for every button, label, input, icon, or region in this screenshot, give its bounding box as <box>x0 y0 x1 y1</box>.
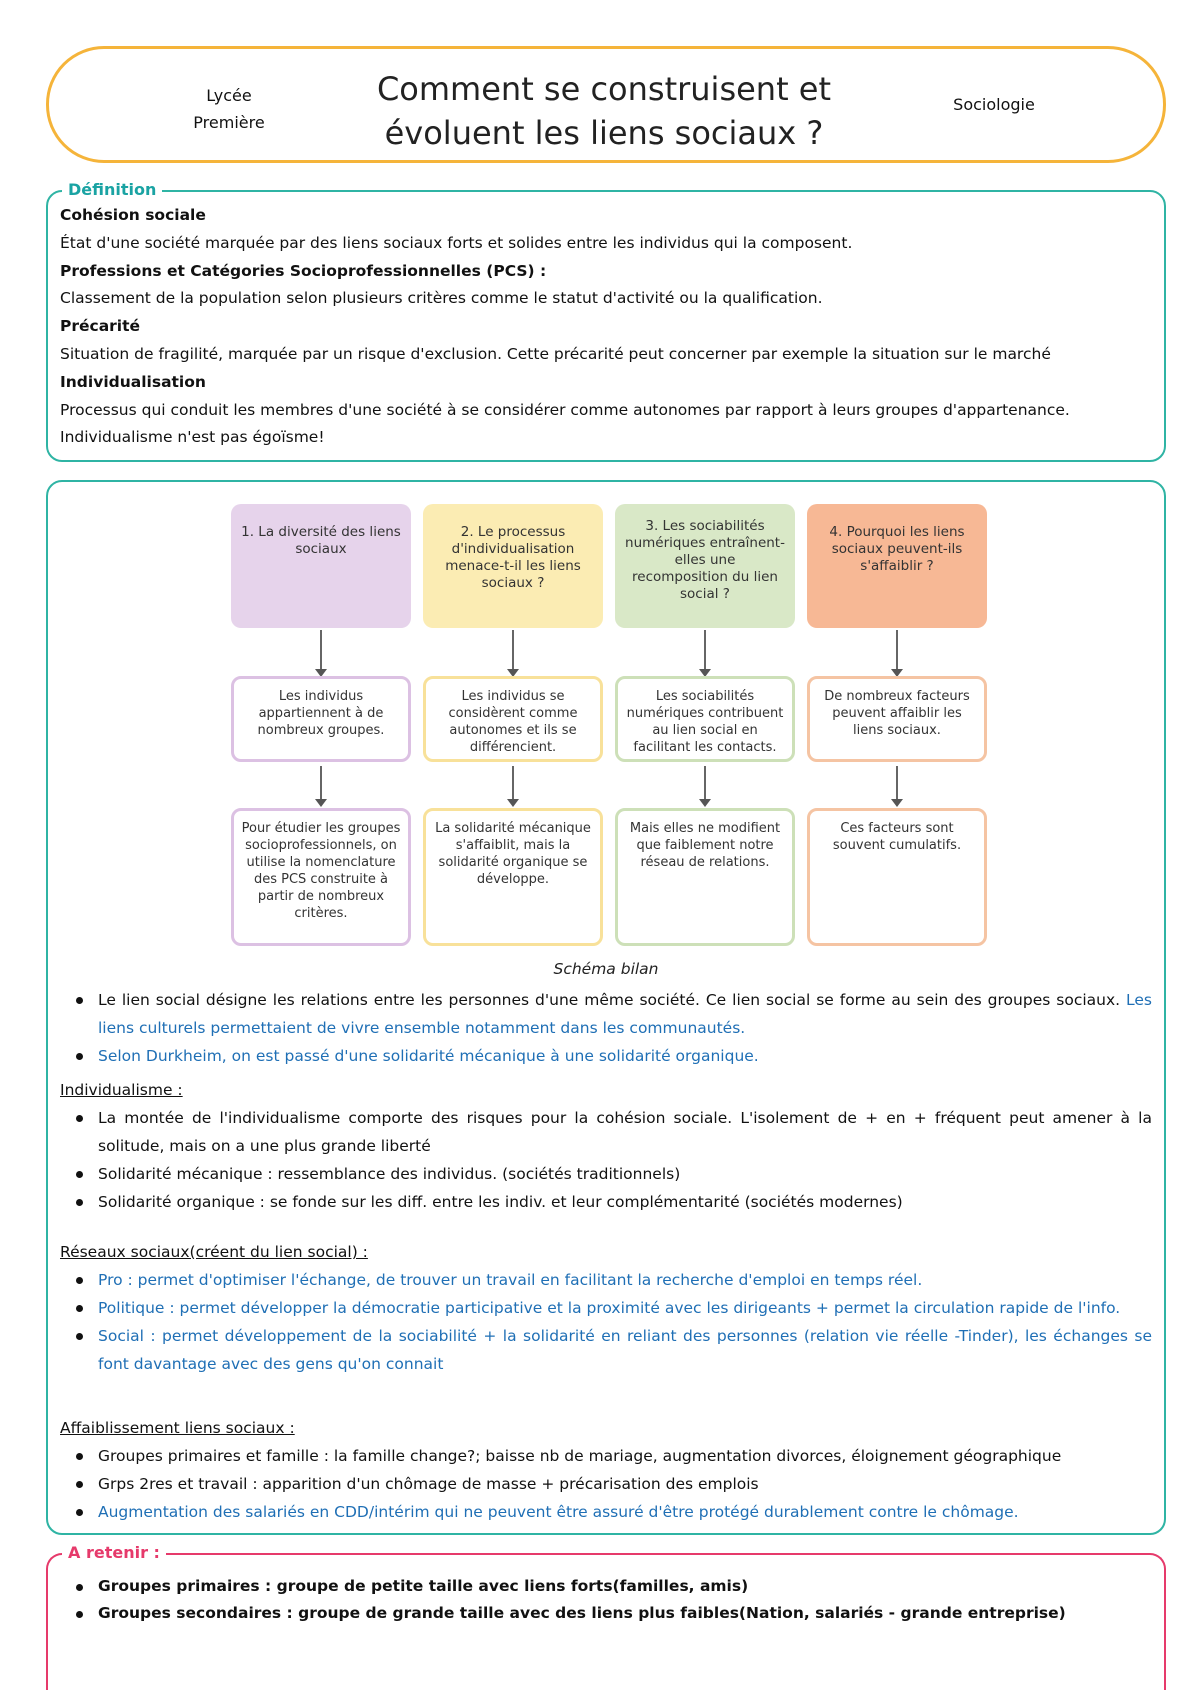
section-heading: Réseaux sociaux(créent du lien social) : <box>60 1243 368 1261</box>
list-item: Augmentation des salariés en CDD/intérim qui ne peuvent être assuré d'être protégé durablement contre le chômage. <box>60 1498 1152 1526</box>
list-item: Pro : permet d'optimiser l'échange, de trouver un travail en facilitant la recherche d'emploi en temps réel. <box>60 1266 1152 1294</box>
bullet-text: Le lien social désigne les relations entre les personnes d'une même société. Ce lien social se forme au sein des groupes sociaux. <box>98 991 1127 1009</box>
def-extra: Individualisme n'est pas égoïsme! <box>60 428 325 447</box>
title-line1: Comment se construisent et <box>376 70 832 108</box>
list-item: Groupes secondaires : groupe de grande taille avec des liens plus faibles(Nation, salariés - grande entreprise) <box>60 1600 1152 1627</box>
def-term: Précarité <box>60 317 141 336</box>
def-text: État d'une société marquée par des liens sociaux forts et solides entre les individus qui la composent. <box>60 233 853 252</box>
page-header <box>46 46 1166 163</box>
arrow-icon <box>896 766 898 800</box>
level-label <box>149 82 309 136</box>
list-item: Solidarité mécanique : ressemblance des individus. (sociétés traditionnels) <box>60 1160 1152 1188</box>
reseaux-section <box>60 1238 1152 1378</box>
def-term: Cohésion sociale <box>60 206 206 224</box>
title-line2: évoluent les liens sociaux ? <box>384 114 824 152</box>
list-item: Politique : permet développer la démocratie participative et la proximité avec les dirigeants + permet la circulation rapide de l'info. <box>60 1294 1152 1322</box>
arrow-icon <box>512 630 514 670</box>
list-item: Grps 2res et travail : apparition d'un chômage de masse + précarisation des emplois <box>60 1470 1152 1498</box>
retain-legend: A retenir : <box>62 1543 166 1562</box>
def-text: Classement de la population selon plusieurs critères comme le statut d'activité ou la qualification. <box>60 289 823 308</box>
affaiblissement-section <box>60 1414 1152 1526</box>
list-item: Social : permet développement de la sociabilité + la solidarité en reliant des personnes (relation vie réelle -Tinder), les échanges se font davantage avec des gens qu'on connait <box>60 1322 1152 1378</box>
retain-box <box>46 1543 1166 1690</box>
level-line2: Première <box>193 113 265 132</box>
def-term: Professions et Catégories Socioprofessionnelles (PCS) : <box>60 261 547 280</box>
bullet-text-highlight: Selon Durkheim, on est passé d'une solidarité mécanique à une solidarité organique. <box>98 1047 759 1065</box>
summary-diagram <box>231 504 991 944</box>
arrow-icon <box>320 630 322 670</box>
diagram-box-2b: La solidarité mécanique s'affaiblit, mais la solidarité organique se développe. <box>423 808 603 946</box>
main-content-box <box>46 480 1166 1535</box>
diagram-box-3b: Mais elles ne modifient que faiblement notre réseau de relations. <box>615 808 795 946</box>
def-text: Situation de fragilité, marquée par un risque d'exclusion. Cette précarité peut concerner par exemple la situation sur le marché <box>60 344 1051 363</box>
arrow-icon <box>704 630 706 670</box>
list-item: Groupes primaires et famille : la famille change?; baisse nb de mariage, augmentation divorces, éloignement géographique <box>60 1442 1152 1470</box>
definition-content <box>60 202 1152 452</box>
def-text: Processus qui conduit les membres d'une société à se considérer comme autonomes par rapport à leurs groupes d'appartenance. <box>60 400 1070 419</box>
section-heading: Affaiblissement liens sociaux : <box>60 1419 295 1437</box>
definition-box <box>46 180 1166 462</box>
list-item: Solidarité organique : se fonde sur les diff. entre les indiv. et leur complémentarité (sociétés modernes) <box>60 1188 1152 1216</box>
list-item <box>60 1042 1152 1070</box>
diagram-box-3a: Les sociabilités numériques contribuent au lien social en facilitant les contacts. <box>615 676 795 762</box>
individualisme-section <box>60 1076 1152 1216</box>
intro-section <box>60 986 1152 1070</box>
diagram-head-1: 1. La diversité des liens sociaux <box>231 504 411 628</box>
arrow-icon <box>704 766 706 800</box>
definition-legend: Définition <box>62 180 162 199</box>
list-item <box>60 986 1152 1042</box>
arrow-icon <box>320 766 322 800</box>
list-item: La montée de l'individualisme comporte des risques pour la cohésion sociale. L'isolement de + en + fréquent peut amener à la solitude, mais on a une plus grande liberté <box>60 1104 1152 1160</box>
diagram-box-1a: Les individus appartiennent à de nombreux groupes. <box>231 676 411 762</box>
retain-content <box>60 1573 1152 1627</box>
diagram-box-4b: Ces facteurs sont souvent cumulatifs. <box>807 808 987 946</box>
subject-label: Sociologie <box>953 95 1035 114</box>
diagram-box-1b: Pour étudier les groupes socioprofessionnels, on utilise la nomenclature des PCS construite à partir de nombreux critères. <box>231 808 411 946</box>
diagram-caption: Schéma bilan <box>553 960 659 978</box>
diagram-box-4a: De nombreux facteurs peuvent affaiblir les liens sociaux. <box>807 676 987 762</box>
level-line1: Lycée <box>206 86 252 105</box>
page-title <box>349 67 859 155</box>
arrow-icon <box>896 630 898 670</box>
def-term: Individualisation <box>60 372 206 391</box>
diagram-head-4: 4. Pourquoi les liens sociaux peuvent-ils s'affaiblir ? <box>807 504 987 628</box>
arrow-icon <box>512 766 514 800</box>
bullet-text-highlight: Les liens culturels permettaient de vivre ensemble notamment dans les communautés. <box>98 991 1152 1037</box>
section-heading: Individualisme : <box>60 1081 183 1099</box>
diagram-head-3: 3. Les sociabilités numériques entraînent-elles une recomposition du lien social ? <box>615 504 795 628</box>
diagram-head-2: 2. Le processus d'individualisation menace-t-il les liens sociaux ? <box>423 504 603 628</box>
diagram-box-2a: Les individus se considèrent comme autonomes et ils se différencient. <box>423 676 603 762</box>
list-item: Groupes primaires : groupe de petite taille avec liens forts(familles, amis) <box>60 1573 1152 1600</box>
